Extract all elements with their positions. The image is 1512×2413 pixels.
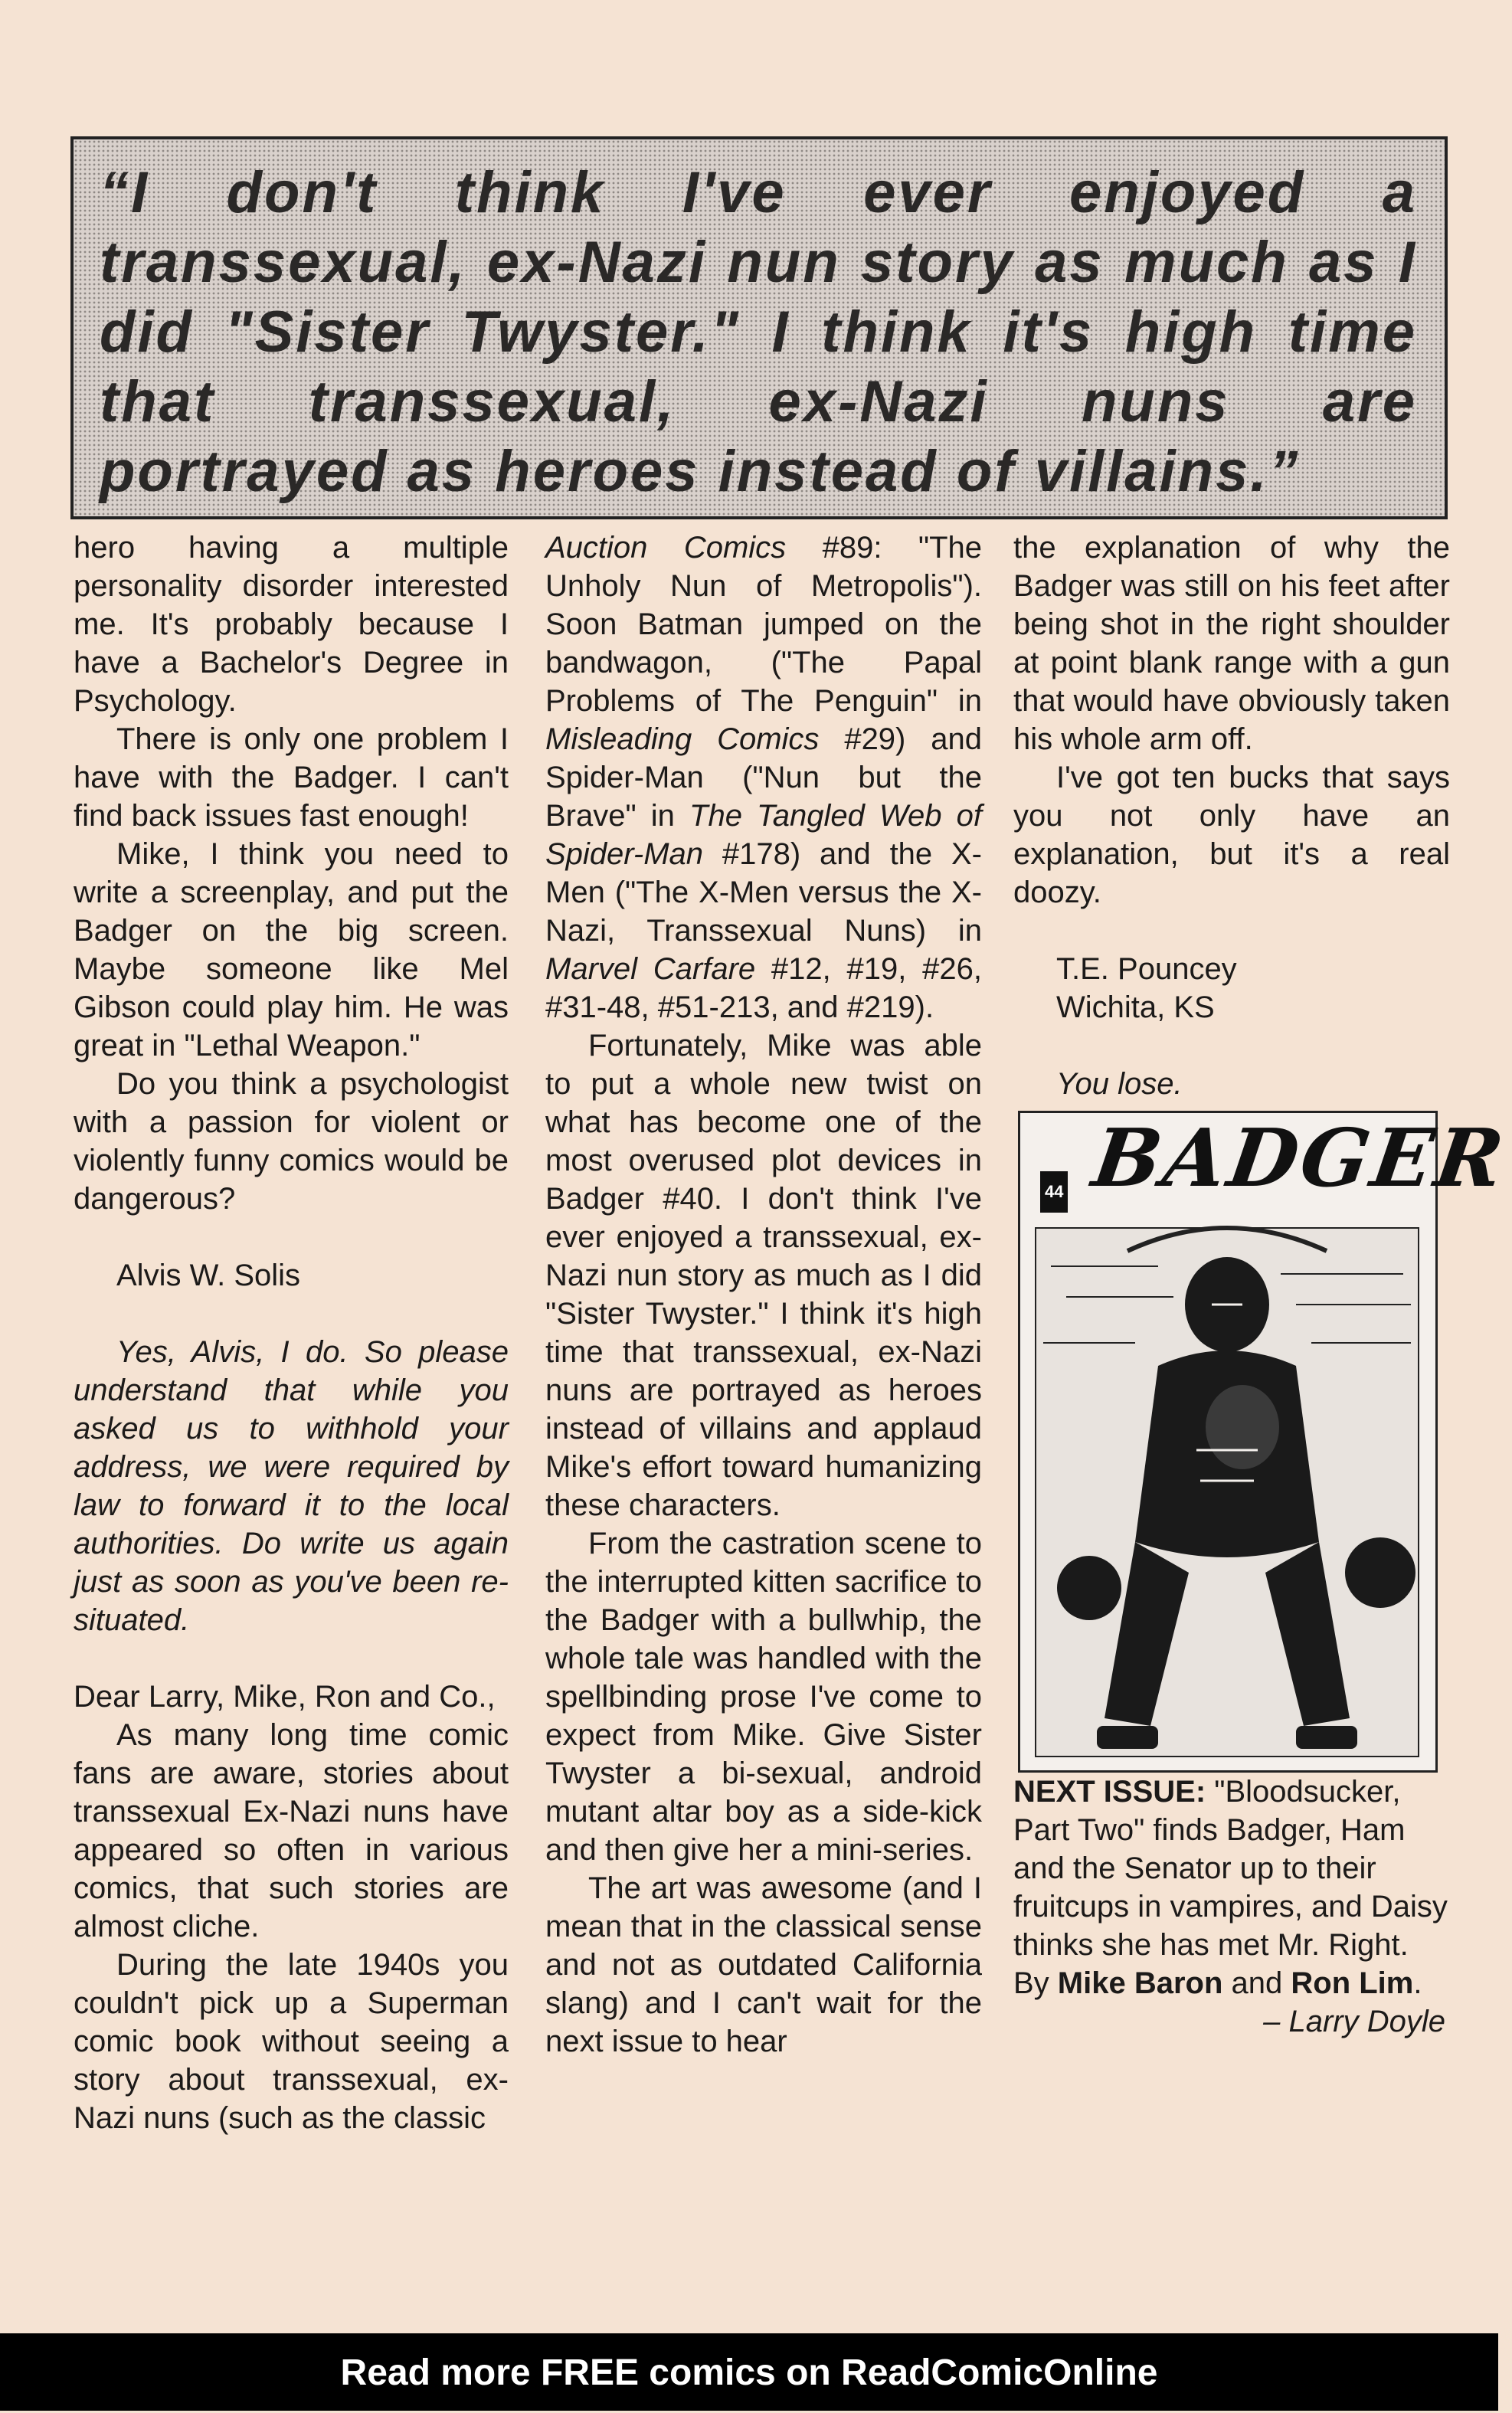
letter-signature: Alvis W. Solis [116, 1259, 301, 1292]
letter-paragraph: Fortunately, Mike was able to put a whole new twist on what has become one of the most overused plot devices in Badger #40. I don't think I've ever enjoyed a transsexual, ex-Nazi nun story as much as I did "Sister Twyster." I think it's high time that transsexual, ex-Nazi nuns are portrayed as heroes instead of villains and applaud Mike's effort toward humanizing these characters. [545, 1029, 982, 1522]
editor-credit: – Larry Doyle [1263, 2005, 1445, 2038]
letter-paragraph: During the late 1940s you couldn't pick up a Superman comic book without seeing a story about transsexual, ex-Nazi nuns (such as the classic [74, 1948, 509, 2135]
comic-title: Auction Comics [545, 531, 787, 565]
letter-paragraph: I've got ten bucks that says you not only have an explanation, but it's a real doozy. [1013, 761, 1450, 909]
letter-paragraph: From the castration scene to the interrupted kitten sacrifice to the Badger with a bullwhip, the whole tale was handled with the spellbinding prose I've come to expect from Mike. Give Sister Twyster a bi-sexual, android mutant altar boy as a side-kick and then give her a mini-series. [545, 1527, 982, 1867]
letters-column-3 [1013, 529, 1512, 2041]
comic-title: The Tangled Web of Spider-Man [545, 799, 982, 871]
next-issue-text: and [1222, 1966, 1291, 2000]
letter-text: #178) and the X-Men ("The X-Men versus the X-Nazi, Transsexual Nuns) in [545, 837, 982, 948]
editor-response: You lose. [1056, 1067, 1183, 1101]
letter-paragraph: Do you think a psychologist with a passion for violent or violently funny comics would be dangerous? [74, 1067, 509, 1216]
pull-quote-box [70, 136, 1448, 519]
letter-location: Wichita, KS [1056, 990, 1215, 1024]
letter-salutation: Dear Larry, Mike, Ron and Co., [74, 1680, 496, 1714]
letters-column-2 [545, 529, 982, 2061]
next-issue-blurb [1013, 1773, 1450, 2002]
next-issue-label: NEXT ISSUE: [1013, 1775, 1206, 1809]
letter-paragraph: There is only one problem I have with the Badger. I can't find back issues fast enough! [74, 722, 509, 833]
letter-paragraph: As many long time comic fans are aware, stories about transsexual Ex-Nazi nuns have appeared so often in various comics, that such stories are almost cliche. [74, 1718, 509, 1943]
letter-text: #29) and Spider-Man ("Nun but the Brave" in [545, 722, 982, 833]
letter-signature: T.E. Pouncey [1056, 952, 1237, 986]
letter-paragraph: Mike, I think you need to write a screenplay, and put the Badger on the big screen. Maybe someone like Mel Gibson could play him. He was great in "Lethal Weapon." [74, 837, 509, 1062]
cover-title: BADGER [1087, 1111, 1512, 1205]
promo-banner[interactable]: Read more FREE comics on ReadComicOnline [0, 2333, 1498, 2411]
letter-paragraph: the explanation of why the Badger was still on his feet after being shot in the right shoulder at point blank range with a gun that would have obviously taken his whole arm off. [1013, 531, 1450, 756]
letter-paragraph: hero having a multiple personality disorder interested me. It's probably because I have a Bachelor's Degree in Psychology. [74, 531, 509, 718]
next-issue-text: "Bloodsucker, Part Two" finds Badger, Ham and the Senator up to their fruitcups in vampires, and Daisy thinks she has met Mr. Right. By [1013, 1775, 1448, 2000]
letter-paragraph: The art was awesome (and I mean that in the classical sense and not as outdated California slang) and I can't wait for the next issue to hear [545, 1871, 982, 2058]
letters-column-1 [74, 529, 509, 2137]
letter-paragraph [545, 529, 982, 1026]
writer-credit: Mike Baron [1057, 1966, 1223, 2000]
comic-title: Misleading Comics [545, 722, 820, 756]
pull-quote: “I don't think I've ever enjoyed a transsexual, ex-Nazi nun story as much as I did "Sister Twyster." I think it's high time that transsexual, ex-Nazi nuns are portrayed as heroes instead of villains.” [100, 160, 1417, 504]
artist-credit: Ron Lim [1291, 1966, 1414, 2000]
cover-illustration [1020, 1113, 1435, 1770]
next-issue-cover [1018, 1111, 1512, 1773]
comic-title: Marvel Carfare [545, 952, 756, 986]
letter-text: #89: "The Unholy Nun of Metropolis"). Soon Batman jumped on the bandwagon, ("The Papal Problems of The Penguin" in [545, 531, 983, 718]
cover-issue-number: 44 [1040, 1171, 1068, 1213]
letter-text: #12, #19, #26, #31-48, #51-213, and #219). [545, 952, 982, 1024]
next-issue-text: . [1413, 1966, 1422, 2000]
editor-response: Yes, Alvis, I do. So please understand that while you asked us to withhold your address, we were required by law to forward it to the local authorities. Do write us again just as soon as you've been re-situated. [74, 1335, 509, 1637]
